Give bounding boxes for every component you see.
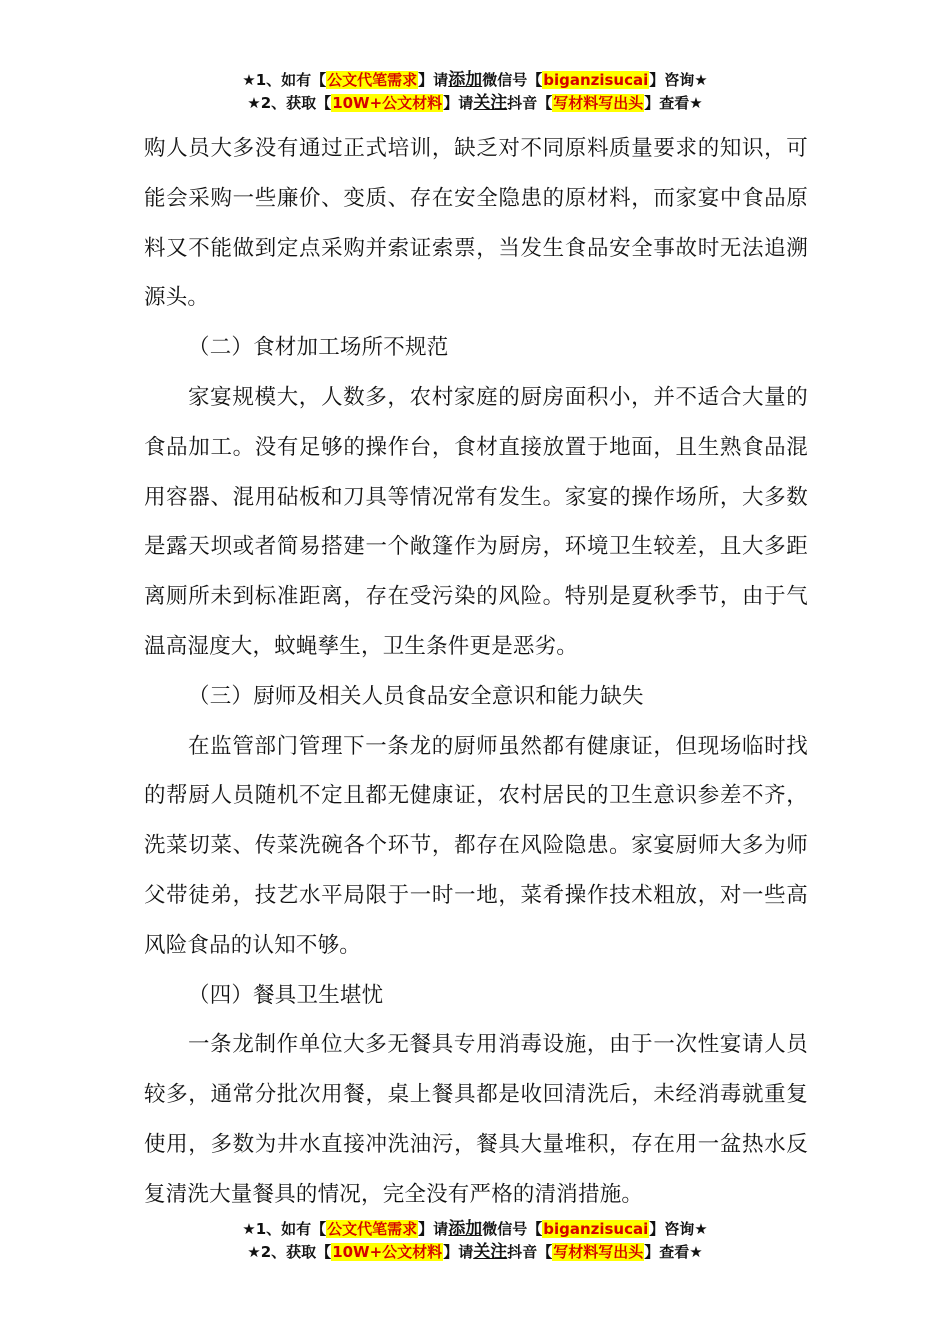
promo-underlined: 添加 bbox=[448, 70, 483, 90]
promo-underlined: 添加 bbox=[448, 1219, 483, 1239]
promo-line-2 bbox=[0, 92, 950, 115]
paragraph: 家宴规模大，人数多，农村家庭的厨房面积小，并不适合大量的食品加工。没有足够的操作台，食材直接放置于地面，且生熟食品混用容器、混用砧板和刀具等情况常有发生。家宴的操作场所，大多数是露天坝或者简易搭建一个敞篷作为厨房，环境卫生较差，且大多距离厕所未到标准距离，存在受污染的风险。特别是夏秋季节，由于气温高湿度大，蚊蝇孳生，卫生条件更是恶劣。 bbox=[144, 384, 808, 659]
promo-text: 微信号【 bbox=[482, 1220, 543, 1238]
promo-highlight: 10W+公文材料 bbox=[332, 1243, 443, 1261]
paragraph: 购人员大多没有通过正式培训，缺乏对不同原料质量要求的知识，可能会采购一些廉价、变质、存在安全隐患的原材料，而家宴中食品原料又不能做到定点采购并索证索票，当发生食品安全事故时无法追溯源头。 bbox=[144, 136, 808, 311]
promo-text: 】请 bbox=[443, 1243, 474, 1261]
promo-douyin-account: 写材料写出头 bbox=[553, 94, 644, 112]
section-heading: （三）厨师及相关人员食品安全意识和能力缺失 bbox=[188, 683, 644, 709]
promo-text: 抖音【 bbox=[507, 1243, 553, 1261]
promo-text: 】咨询★ bbox=[649, 1220, 708, 1238]
promo-text: 】查看★ bbox=[644, 1243, 703, 1261]
promo-underlined: 关注 bbox=[473, 93, 508, 113]
promo-text: 】请 bbox=[443, 94, 474, 112]
promo-wechat-id: biganzisucai bbox=[543, 1220, 649, 1238]
header-promo-banner bbox=[0, 69, 950, 115]
promo-text: ★2、获取【 bbox=[247, 1243, 332, 1261]
promo-highlight: 公文代笔需求 bbox=[327, 71, 418, 89]
promo-text: ★1、如有【 bbox=[242, 71, 327, 89]
section-heading: （四）餐具卫生堪忧 bbox=[188, 982, 384, 1008]
promo-text: 】请 bbox=[418, 71, 449, 89]
promo-line-1 bbox=[0, 69, 950, 92]
promo-text: ★2、获取【 bbox=[247, 94, 332, 112]
promo-text: 】咨询★ bbox=[649, 71, 708, 89]
promo-text: 】请 bbox=[418, 1220, 449, 1238]
promo-highlight: 10W+公文材料 bbox=[332, 94, 443, 112]
paragraph: 一条龙制作单位大多无餐具专用消毒设施，由于一次性宴请人员较多，通常分批次用餐，桌上餐具都是收回清洗后，未经消毒就重复使用，多数为井水直接冲洗油污，餐具大量堆积，存在用一盆热水反复清洗大量餐具的情况，完全没有严格的清消措施。 bbox=[144, 1032, 808, 1207]
promo-douyin-account: 写材料写出头 bbox=[553, 1243, 644, 1261]
paragraph: 在监管部门管理下一条龙的厨师虽然都有健康证，但现场临时找的帮厨人员随机不定且都无健康证，农村居民的卫生意识参差不齐，洗菜切菜、传菜洗碗各个环节，都存在风险隐患。家宴厨师大多为师父带徒弟，技艺水平局限于一时一地，菜肴操作技术粗放，对一些高风险食品的认知不够。 bbox=[144, 733, 808, 958]
promo-line-2 bbox=[0, 1241, 950, 1264]
promo-underlined: 关注 bbox=[473, 1242, 508, 1262]
promo-wechat-id: biganzisucai bbox=[543, 71, 649, 89]
footer-promo-banner bbox=[0, 1218, 950, 1264]
section-heading: （二）食材加工场所不规范 bbox=[188, 335, 449, 361]
promo-line-1 bbox=[0, 1218, 950, 1241]
promo-highlight: 公文代笔需求 bbox=[327, 1220, 418, 1238]
document-body bbox=[144, 124, 808, 1220]
promo-text: 微信号【 bbox=[482, 71, 543, 89]
promo-text: 抖音【 bbox=[507, 94, 553, 112]
promo-text: 】查看★ bbox=[644, 94, 703, 112]
promo-text: ★1、如有【 bbox=[242, 1220, 327, 1238]
